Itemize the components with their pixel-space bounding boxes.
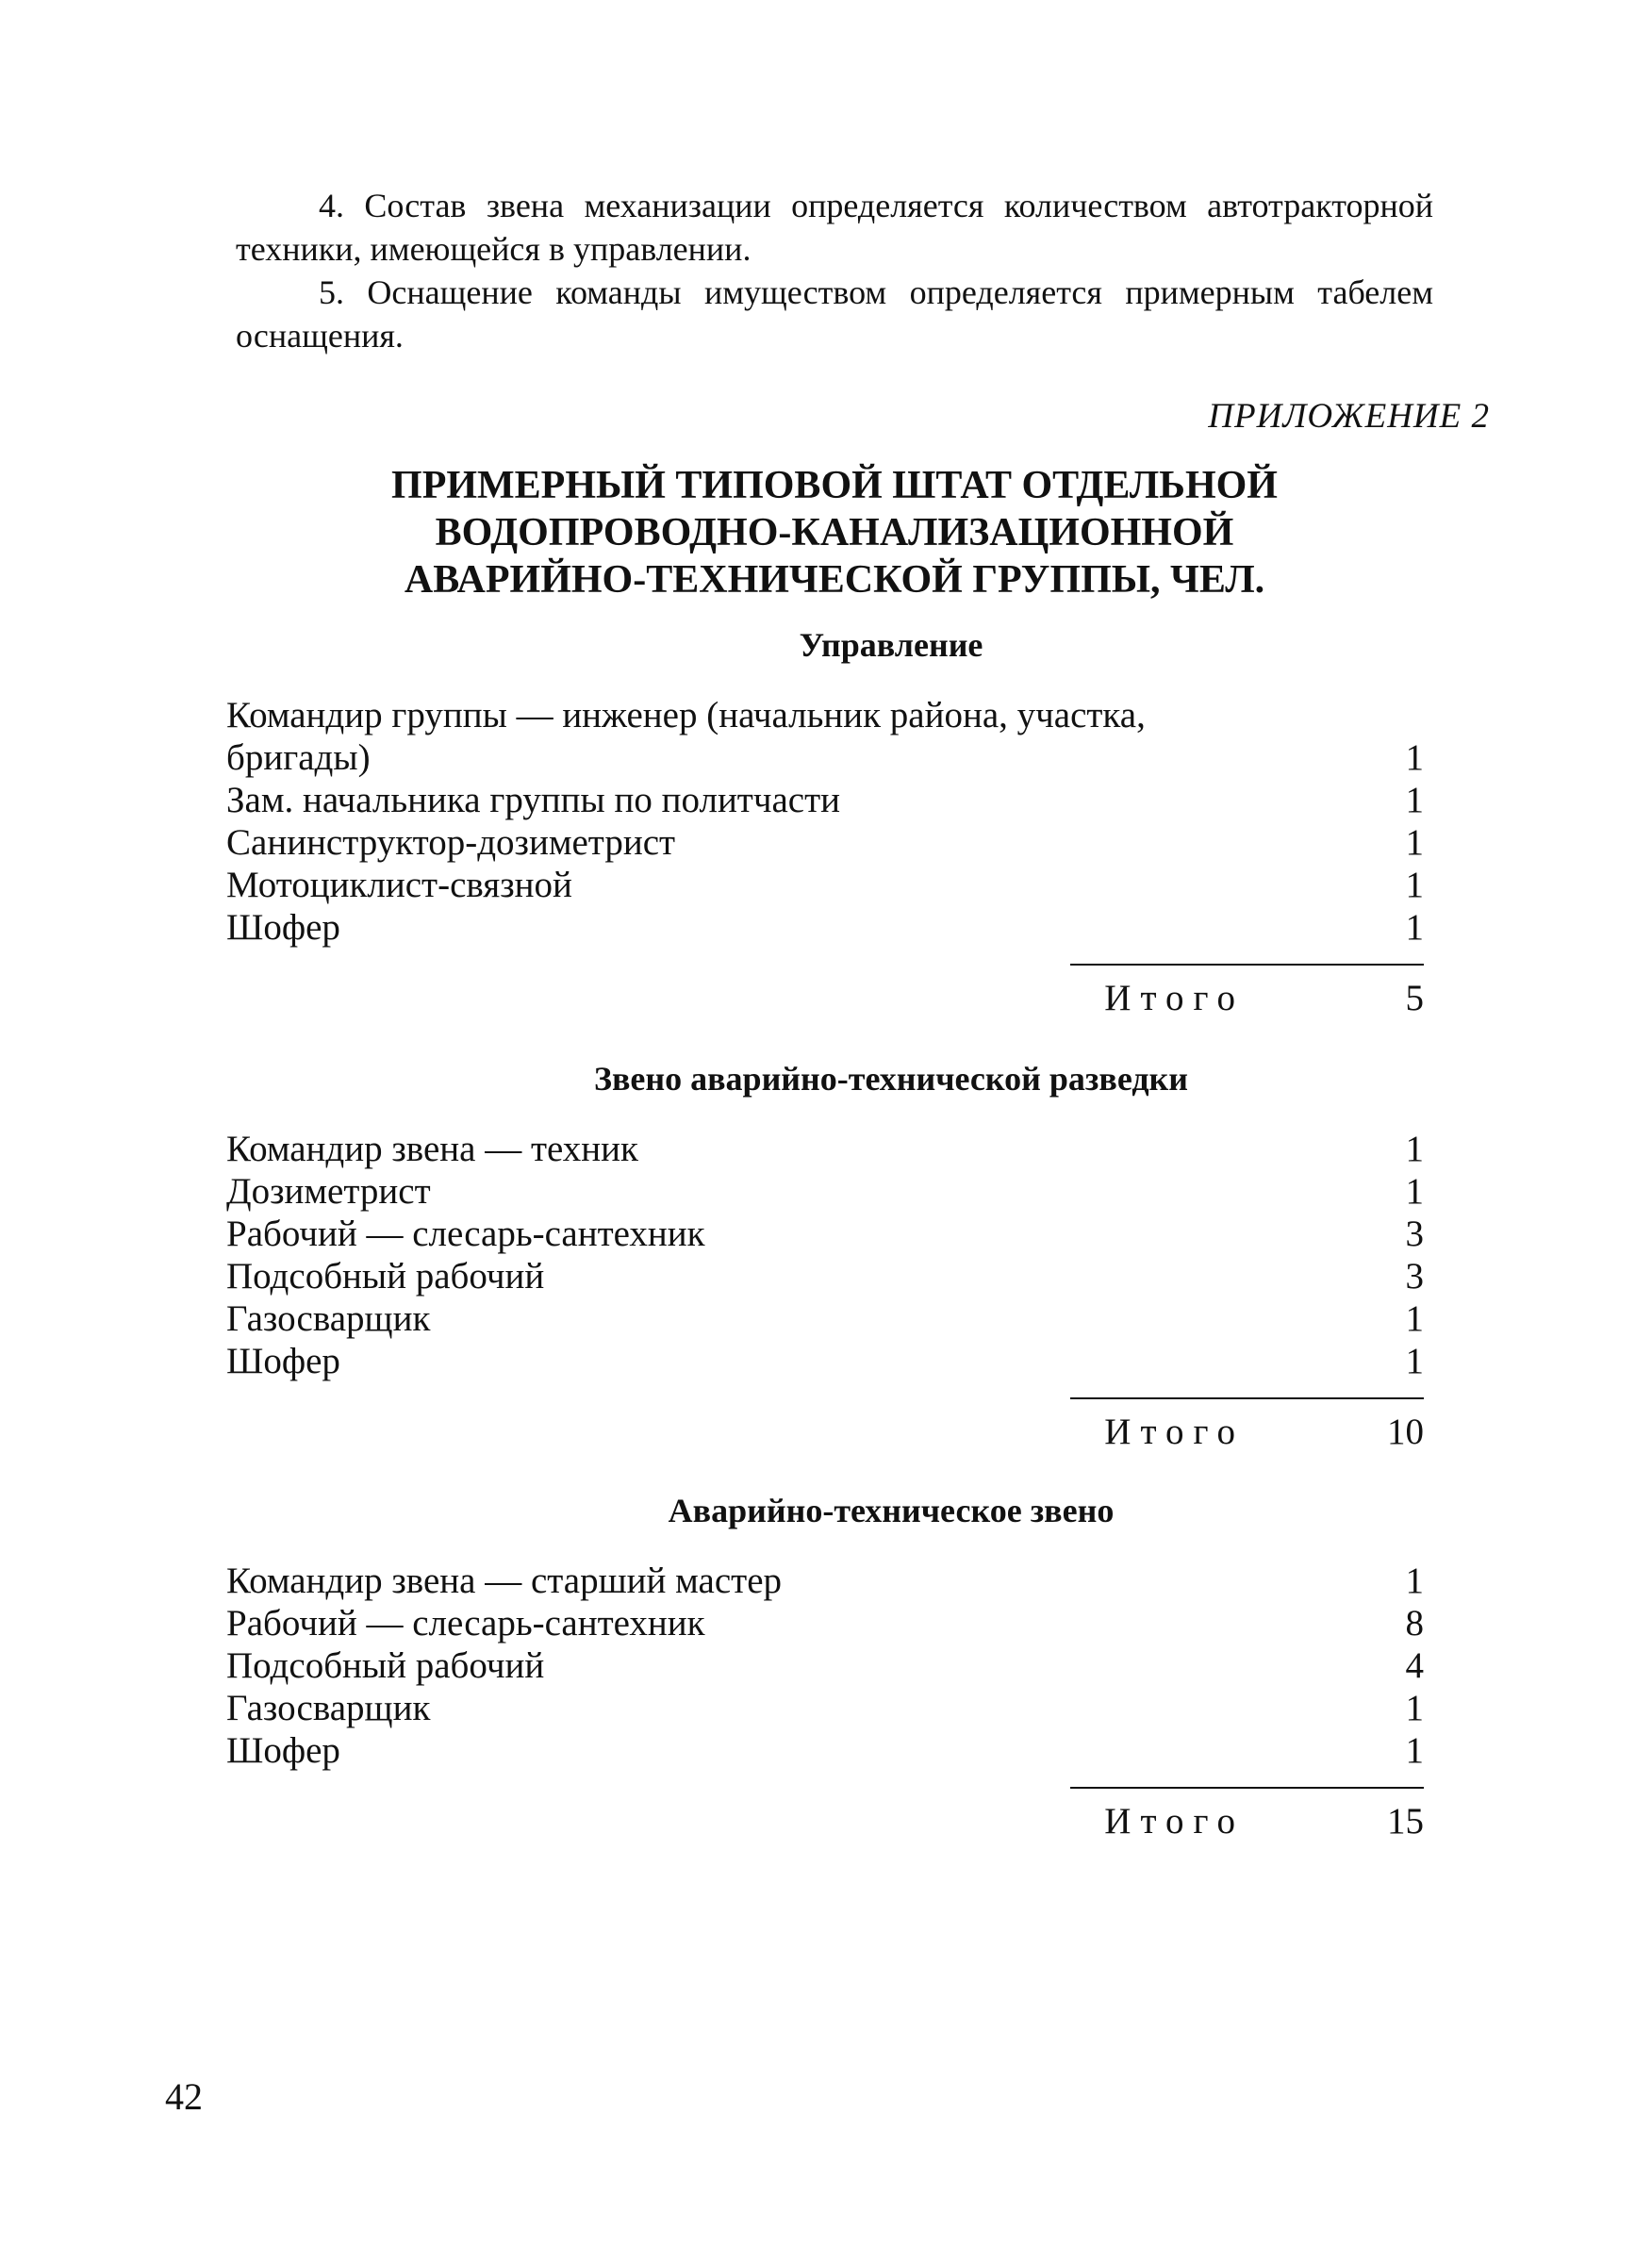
- title-line-3: АВАРИЙНО-ТЕХНИЧЕСКОЙ ГРУППЫ, ЧЕЛ.: [404, 558, 1265, 602]
- section-total: [226, 1411, 1424, 1453]
- title-line-2: ВОДОПРОВОДНО-КАНАЛИЗАЦИОННОЙ: [435, 511, 1234, 554]
- staff-count: 3: [1405, 1256, 1424, 1297]
- staff-list: [226, 694, 1424, 949]
- staff-position: Шофер: [226, 907, 340, 948]
- total-divider: [1070, 1397, 1424, 1399]
- staff-count: 1: [1405, 737, 1424, 778]
- staff-row: [226, 736, 1424, 779]
- total-value: 15: [1387, 1801, 1424, 1842]
- staff-row: [226, 864, 1424, 906]
- staff-position: Подсобный рабочий: [226, 1645, 545, 1686]
- staff-count: 8: [1405, 1603, 1424, 1644]
- staff-row: [226, 1644, 1424, 1687]
- section-reconnaissance: [226, 1056, 1424, 1453]
- staff-position: Командир звена — старший мастер: [226, 1561, 783, 1601]
- total-label: Итого: [1104, 1412, 1245, 1452]
- staff-position: Мотоциклист-связной: [226, 865, 572, 905]
- staff-row: [226, 694, 1424, 736]
- staff-count: 1: [1405, 865, 1424, 905]
- staff-position: Зам. начальника группы по политчасти: [226, 780, 841, 820]
- staff-count: 1: [1405, 907, 1424, 948]
- staff-row: [226, 821, 1424, 864]
- page-number: 42: [165, 2075, 203, 2118]
- staff-position: бригады): [226, 737, 371, 778]
- staff-count: 1: [1405, 780, 1424, 820]
- staff-row: [226, 1297, 1424, 1340]
- staff-position: Рабочий — слесарь-сантехник: [226, 1214, 705, 1254]
- staff-row: [226, 1128, 1424, 1170]
- total-value: 5: [1405, 978, 1424, 1018]
- staff-position: Подсобный рабочий: [226, 1256, 545, 1297]
- staff-position: Санинструктор-дозиметрист: [226, 822, 676, 863]
- staff-position: Командир звена — техник: [226, 1129, 638, 1169]
- staff-count: 4: [1405, 1645, 1424, 1686]
- document-title: [236, 462, 1433, 603]
- title-line-1: ПРИМЕРНЫЙ ТИПОВОЙ ШТАТ ОТДЕЛЬНОЙ: [391, 464, 1278, 507]
- staff-count: 1: [1405, 1561, 1424, 1601]
- total-label: Итого: [1104, 1801, 1245, 1842]
- staff-row: [226, 1255, 1424, 1297]
- staff-row: [226, 779, 1424, 821]
- staff-position: Шофер: [226, 1341, 340, 1381]
- staff-count: 1: [1405, 1730, 1424, 1771]
- section-total: [226, 977, 1424, 1019]
- staff-count: 1: [1405, 1171, 1424, 1212]
- section-title: Звено аварийно-технической разведки: [593, 1060, 1189, 1098]
- total-divider: [1070, 1787, 1424, 1789]
- staff-count: 3: [1405, 1214, 1424, 1254]
- total-value: 10: [1387, 1412, 1424, 1452]
- staff-position: Рабочий — слесарь-сантехник: [226, 1603, 705, 1644]
- staff-position: Газосварщик: [226, 1298, 431, 1339]
- staff-row: [226, 1687, 1424, 1729]
- staff-row: [226, 1729, 1424, 1772]
- staff-count: 1: [1405, 1298, 1424, 1339]
- staff-row: [226, 1213, 1424, 1255]
- staff-row: [226, 1340, 1424, 1382]
- staff-list: [226, 1128, 1424, 1382]
- staff-count: 1: [1405, 1688, 1424, 1728]
- intro-text: [236, 184, 1433, 357]
- staff-list: [226, 1560, 1424, 1772]
- staff-position: Командир группы — инженер (начальник района, участка,: [226, 695, 1146, 735]
- intro-paragraph-4: 4. Состав звена механизации определяется количеством автотракторной техники, имеющейся в управлении.: [236, 187, 1433, 268]
- staff-row: [226, 906, 1424, 949]
- staff-position: Газосварщик: [226, 1688, 431, 1728]
- section-total: [226, 1800, 1424, 1842]
- staff-count: 1: [1405, 1341, 1424, 1381]
- section-title: Управление: [799, 626, 983, 664]
- section-title: Аварийно-техническое звено: [668, 1492, 1115, 1529]
- staff-row: [226, 1560, 1424, 1602]
- appendix-label: ПРИЛОЖЕНИЕ 2: [1208, 397, 1490, 436]
- staff-row: [226, 1170, 1424, 1213]
- staff-position: Дозиметрист: [226, 1171, 431, 1212]
- staff-row: [226, 1602, 1424, 1644]
- staff-count: 1: [1405, 1129, 1424, 1169]
- section-emergency-unit: [226, 1488, 1424, 1842]
- total-divider: [1070, 964, 1424, 966]
- section-management: [226, 622, 1424, 1019]
- staff-count: 1: [1405, 822, 1424, 863]
- intro-paragraph-5: 5. Оснащение команды имуществом определяется примерным табелем оснащения.: [236, 273, 1433, 355]
- total-label: Итого: [1104, 978, 1245, 1018]
- staff-position: Шофер: [226, 1730, 340, 1771]
